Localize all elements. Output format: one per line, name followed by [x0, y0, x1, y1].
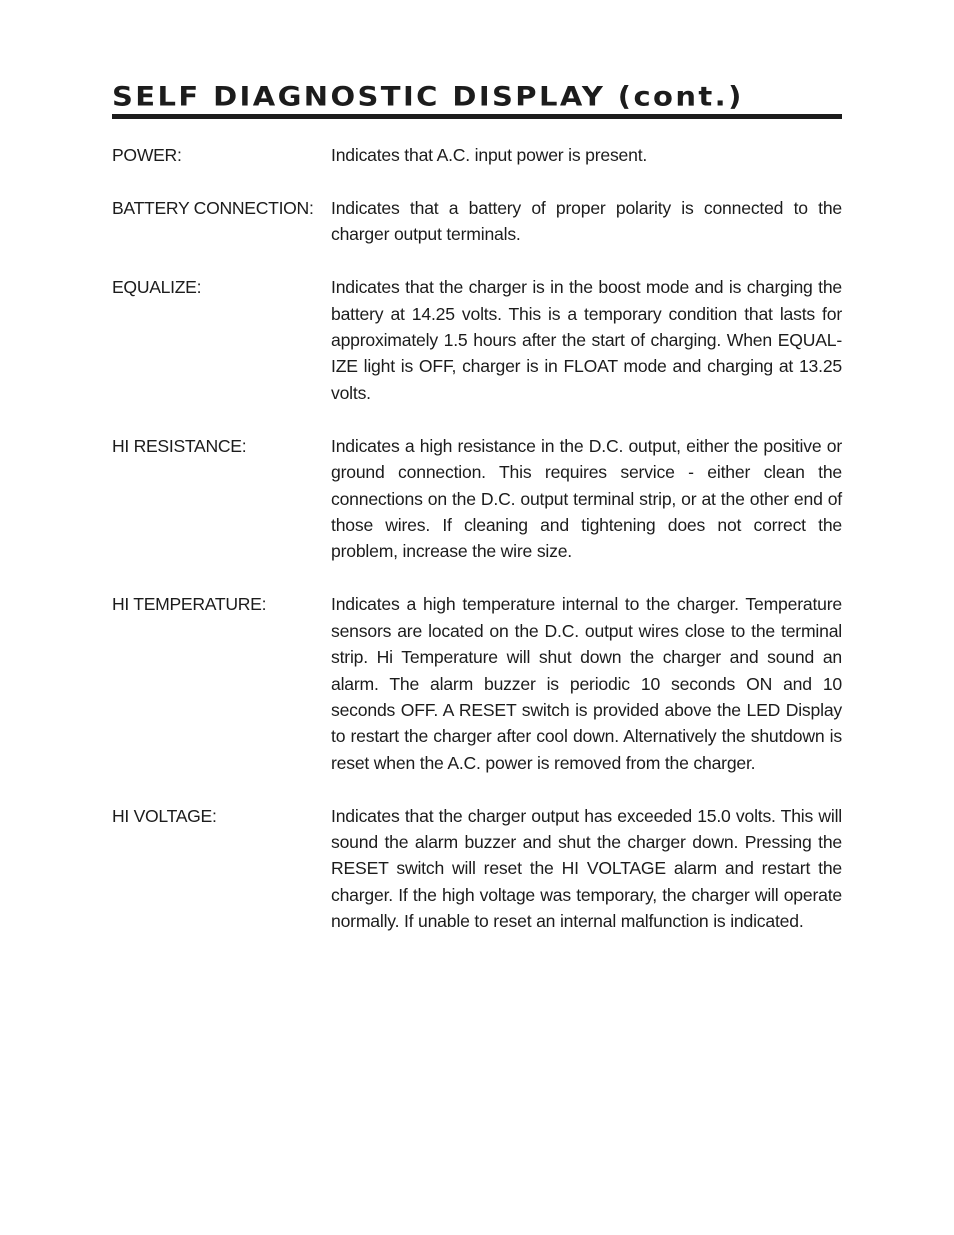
definition-description: Indicates a high resistance in the D.C. output, either the positive or ground connection. This requires service - either clean the connections on the D.C. output terminal strip, or at the other end of those wires. If cleaning and tightening does not correct the problem, increase the wire size.: [331, 435, 842, 562]
definition-term: POWER:: [112, 145, 182, 165]
definition-term: HI TEMPERATURE:: [112, 594, 267, 615]
definition-description: Indicates that the charger output has exceeded 15.0 volts. This will sound the alarm buzzer and shut the charger down. Pressing the RESET switch will reset the HI VOLTAGE alarm and restart the charger. If the high voltage was temporary, the charger will operate normally. If unable to reset an internal malfunction is indicated.: [331, 805, 842, 932]
definition-description: Indicates a high temperature internal to the charger. Temperature sensors are located on the D.C. output wires close to the terminal strip. Hi Temperature will shut down the charger and sound an alarm. The alarm buzzer is periodic 10 seconds ON and 10 seconds OFF. A RESET switch is provided above the LED Display to restart the charger after cool down. Alternatively the shutdown is reset when the A.C. power is removed from the charger.: [331, 594, 842, 773]
definition-description: Indicates that a battery of proper polarity is connected to the charger output terminals.: [331, 197, 842, 245]
definition-item-hi-voltage: [112, 803, 842, 935]
definition-term: HI VOLTAGE:: [112, 805, 217, 826]
title-underline: [112, 114, 842, 119]
definition-description: Indicates that A.C. input power is present.: [331, 145, 648, 165]
definition-term: EQUALIZE:: [112, 277, 202, 298]
definition-item-hi-resistance: [112, 433, 842, 565]
definition-list: [112, 142, 842, 935]
document-page: [112, 78, 842, 935]
definition-item-hi-temperature: [112, 591, 842, 776]
definition-description: Indicates that the charger is in the boost mode and is charging the battery at 14.25 volts. This is a temporary condition that lasts for approximately 1.5 hours after the start of charging. When EQUAL-IZE light is OFF, charger is in FLOAT mode and charging at 13.25 volts.: [331, 277, 842, 403]
page-title: SELF DIAGNOSTIC DISPLAY (cont.): [112, 80, 744, 113]
definition-item-equalize: [112, 274, 842, 406]
definition-term: HI RESISTANCE:: [112, 435, 247, 456]
definition-item-power: [112, 142, 842, 168]
definition-item-battery-connection: [112, 195, 842, 248]
definition-term: BATTERY CONNECTION:: [112, 197, 314, 218]
